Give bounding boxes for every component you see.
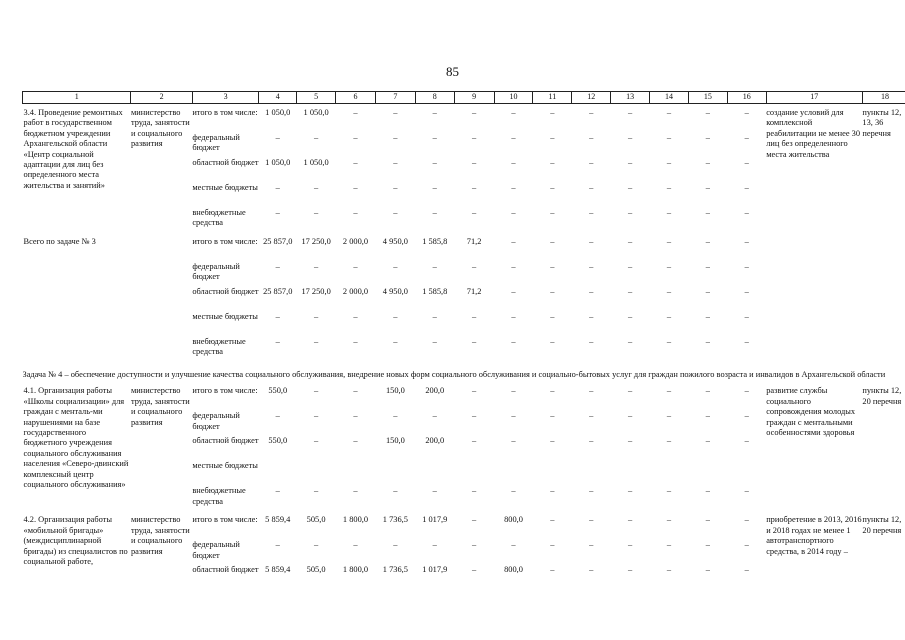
value-cell: – xyxy=(472,540,477,550)
value-cell: 4 950,0 xyxy=(382,287,408,296)
value-cell: – xyxy=(628,183,633,192)
value-cell: – xyxy=(705,237,710,246)
value-cell: – xyxy=(432,312,437,321)
value-cell: – xyxy=(353,262,358,271)
table-row xyxy=(23,108,905,133)
value-cell: – xyxy=(550,108,555,117)
value-cell: – xyxy=(511,540,516,550)
value-cell: – xyxy=(353,386,358,396)
value-cell: – xyxy=(353,312,358,321)
funding-source: внебюджетные средства xyxy=(192,486,246,506)
value-cell: – xyxy=(744,133,749,142)
value-cell: – xyxy=(628,540,633,550)
value-cell: – xyxy=(550,287,555,296)
value-cell: – xyxy=(628,515,633,525)
value-cell: – xyxy=(705,208,710,217)
value-cell: – xyxy=(550,133,555,142)
value-cell: – xyxy=(744,337,749,346)
value-cell: – xyxy=(589,312,594,321)
value-cell: – xyxy=(705,133,710,142)
value-cell: – xyxy=(511,262,516,271)
activity-name: 4.2. Организация работы «мобильной бригады» (междисциплинарной бригады) из специалистов по социальной работе, xyxy=(23,515,128,567)
value-cell: – xyxy=(589,337,594,346)
value-cell: – xyxy=(705,486,710,496)
value-cell: 71,2 xyxy=(466,287,482,296)
value-cell: 1 736,5 xyxy=(382,515,408,525)
value-cell: – xyxy=(589,237,594,246)
value-cell xyxy=(454,461,494,486)
value-cell: – xyxy=(628,287,633,296)
value-cell: – xyxy=(550,158,555,167)
value-cell: 505,0 xyxy=(306,565,326,575)
value-cell: – xyxy=(472,208,477,217)
value-cell: – xyxy=(744,540,749,550)
value-cell: – xyxy=(393,486,398,496)
value-cell: – xyxy=(589,436,594,446)
value-cell: – xyxy=(472,262,477,271)
value-cell: – xyxy=(705,515,710,525)
value-cell: – xyxy=(472,183,477,192)
list-items: пункты 12, 20 перечня xyxy=(862,515,902,535)
value-cell: – xyxy=(353,486,358,496)
expected-result: создание условий для комплексной реабилитации не менее 30 лиц без определенного места жительства xyxy=(766,108,861,159)
value-cell: – xyxy=(628,565,633,575)
task-4-heading: Задача № 4 – обеспечение доступности и улучшение качества социального обслуживания, внедрение новых форм социального обслуживания и социально-бытовых услуг для граждан пожилого возраста и инвалидов в Архангельской области xyxy=(22,370,886,379)
executor xyxy=(131,237,192,362)
value-cell: – xyxy=(589,158,594,167)
value-cell: – xyxy=(666,486,672,496)
value-cell: – xyxy=(511,208,516,217)
value-cell: – xyxy=(666,183,672,192)
value-cell: 1 017,9 xyxy=(422,515,448,525)
value-cell: – xyxy=(511,386,516,396)
value-cell: 1 800,0 xyxy=(342,565,369,575)
value-cell: 150,0 xyxy=(385,436,405,446)
value-cell: – xyxy=(472,436,477,446)
value-cell: – xyxy=(393,158,398,167)
value-cell: 71,2 xyxy=(466,237,482,246)
value-cell: – xyxy=(705,386,710,396)
funding-source: федеральный бюджет xyxy=(192,540,240,560)
funding-source: областной бюджет xyxy=(192,287,259,296)
column-header-1: 1 xyxy=(23,92,131,104)
value-cell: – xyxy=(275,183,280,192)
value-cell: – xyxy=(472,158,477,167)
activity-name: Всего по задаче № 3 xyxy=(23,237,96,246)
column-header-10: 10 xyxy=(494,92,533,104)
value-cell: – xyxy=(432,337,437,346)
funding-source: внебюджетные средства xyxy=(192,337,246,357)
value-cell: – xyxy=(550,411,555,421)
value-cell: 550,0 xyxy=(268,386,288,396)
column-header-16: 16 xyxy=(727,92,766,104)
value-cell: – xyxy=(550,312,555,321)
value-cell: – xyxy=(275,337,280,346)
value-cell: – xyxy=(511,411,516,421)
value-cell: – xyxy=(628,133,633,142)
value-cell: – xyxy=(472,515,477,525)
value-cell: – xyxy=(472,312,477,321)
value-cell: – xyxy=(705,337,710,346)
value-cell: – xyxy=(705,312,710,321)
value-cell: – xyxy=(353,411,358,421)
value-cell: – xyxy=(589,262,594,271)
value-cell xyxy=(572,461,611,486)
value-cell: – xyxy=(744,208,749,217)
value-cell xyxy=(533,461,572,486)
value-cell: – xyxy=(353,183,358,192)
value-cell: – xyxy=(393,411,398,421)
value-cell: – xyxy=(666,312,672,321)
column-header-12: 12 xyxy=(572,92,611,104)
value-cell: – xyxy=(628,386,633,396)
value-cell: – xyxy=(353,337,358,346)
value-cell: 150,0 xyxy=(385,386,405,396)
value-cell: – xyxy=(628,208,633,217)
value-cell: – xyxy=(666,540,672,550)
column-header-7: 7 xyxy=(375,92,415,104)
value-cell: – xyxy=(314,183,319,192)
value-cell: – xyxy=(432,158,437,167)
value-cell: – xyxy=(472,337,477,346)
value-cell: – xyxy=(314,411,319,421)
value-cell: – xyxy=(511,312,516,321)
value-cell: – xyxy=(275,208,280,217)
value-cell: – xyxy=(628,411,633,421)
value-cell: 550,0 xyxy=(268,436,288,446)
funding-source: областной бюджет xyxy=(192,565,259,575)
value-cell: – xyxy=(744,565,749,575)
value-cell: – xyxy=(275,411,280,421)
value-cell: – xyxy=(511,237,516,246)
value-cell: – xyxy=(314,486,319,496)
value-cell: – xyxy=(705,287,710,296)
budget-table xyxy=(22,91,905,590)
value-cell: – xyxy=(589,208,594,217)
value-cell: 200,0 xyxy=(425,386,445,396)
value-cell: 4 950,0 xyxy=(382,237,408,246)
value-cell: – xyxy=(472,486,477,496)
value-cell: – xyxy=(472,565,477,575)
funding-source: местные бюджеты xyxy=(192,183,258,192)
value-cell: – xyxy=(353,108,358,117)
value-cell: – xyxy=(314,436,319,446)
funding-source: внебюджетные средства xyxy=(192,208,246,228)
value-cell: – xyxy=(628,237,633,246)
funding-source: итого в том числе: xyxy=(192,108,258,117)
value-cell: – xyxy=(666,565,672,575)
value-cell: 1 017,9 xyxy=(422,565,448,575)
value-cell: – xyxy=(472,386,477,396)
value-cell: – xyxy=(589,540,594,550)
value-cell: – xyxy=(589,287,594,296)
value-cell: 25 857,0 xyxy=(263,287,293,296)
value-cell: – xyxy=(353,436,358,446)
value-cell: – xyxy=(666,386,672,396)
value-cell xyxy=(297,461,336,486)
value-cell: 5 859,4 xyxy=(265,515,291,525)
value-cell: 800,0 xyxy=(504,515,523,525)
value-cell: – xyxy=(705,436,710,446)
value-cell: – xyxy=(666,262,672,271)
column-header-18: 18 xyxy=(862,92,905,104)
value-cell: – xyxy=(744,287,749,296)
value-cell: 200,0 xyxy=(425,436,445,446)
value-cell: – xyxy=(589,108,594,117)
value-cell: 1 050,0 xyxy=(303,158,329,167)
column-header-3: 3 xyxy=(192,92,259,104)
value-cell: – xyxy=(393,540,398,550)
value-cell: 5 859,4 xyxy=(265,565,291,575)
value-cell xyxy=(375,461,415,486)
value-cell: – xyxy=(705,540,710,550)
value-cell: – xyxy=(705,183,710,192)
funding-source: федеральный бюджет xyxy=(192,411,240,431)
value-cell: – xyxy=(744,312,749,321)
value-cell: – xyxy=(432,540,437,550)
value-cell: – xyxy=(589,565,594,575)
value-cell: – xyxy=(550,565,555,575)
funding-source: областной бюджет xyxy=(192,436,259,446)
value-cell: – xyxy=(744,108,749,117)
executor: министерство труда, занятости и социального развития xyxy=(130,515,190,556)
value-cell: 1 585,8 xyxy=(422,237,448,246)
value-cell: – xyxy=(589,515,594,525)
value-cell: – xyxy=(314,208,319,217)
value-cell: – xyxy=(628,262,633,271)
value-cell xyxy=(688,461,727,486)
value-cell: – xyxy=(744,183,749,192)
value-cell: – xyxy=(275,486,280,496)
value-cell: – xyxy=(511,436,516,446)
value-cell: – xyxy=(353,158,358,167)
activity-name: 3.4. Проведение ремонтных работ в государственном бюджетном учреждении Архангельской области «Центр социальной адаптации для лиц без определенного места жительства и занятий» xyxy=(23,108,123,190)
value-cell: – xyxy=(353,133,358,142)
funding-source: итого в том числе: xyxy=(192,515,258,525)
column-header-15: 15 xyxy=(688,92,727,104)
table-row xyxy=(23,515,905,540)
value-cell: – xyxy=(275,262,280,271)
value-cell: – xyxy=(393,208,398,217)
activity-name: 4.1. Организация работы «Школы социализации» для граждан с менталь-ми нарушениями на базе государственного бюджетного учреждения социального обслуживания населения «Северо-двинский комплексный центр социального обслуживания» xyxy=(23,386,129,490)
list-items: пункты 12, 20 перечня xyxy=(862,386,902,406)
expected-result: развитие службы социального сопровождения молодых граждан с ментальными особенностями здоровья xyxy=(766,386,856,438)
value-cell: – xyxy=(275,133,280,142)
value-cell: – xyxy=(550,436,555,446)
funding-source: местные бюджеты xyxy=(192,312,258,321)
column-header-8: 8 xyxy=(415,92,454,104)
value-cell xyxy=(494,461,533,486)
value-cell: – xyxy=(432,486,437,496)
value-cell: – xyxy=(744,262,749,271)
value-cell: – xyxy=(432,108,437,117)
value-cell: – xyxy=(666,237,672,246)
value-cell: 1 050,0 xyxy=(265,108,291,117)
value-cell: – xyxy=(666,287,672,296)
value-cell: – xyxy=(511,337,516,346)
value-cell: – xyxy=(353,208,358,217)
table-row xyxy=(23,237,905,262)
value-cell: 1 050,0 xyxy=(303,108,329,117)
value-cell: – xyxy=(550,337,555,346)
value-cell: 1 800,0 xyxy=(342,515,369,525)
funding-source: местные бюджеты xyxy=(192,461,258,471)
value-cell: – xyxy=(314,540,319,550)
value-cell: – xyxy=(589,183,594,192)
value-cell: – xyxy=(432,183,437,192)
value-cell xyxy=(611,461,650,486)
value-cell: 505,0 xyxy=(306,515,326,525)
value-cell: – xyxy=(550,386,555,396)
value-cell: – xyxy=(432,262,437,271)
value-cell: – xyxy=(550,183,555,192)
value-cell: – xyxy=(666,337,672,346)
value-cell: – xyxy=(744,237,749,246)
column-header-5: 5 xyxy=(297,92,336,104)
value-cell: – xyxy=(432,208,437,217)
value-cell: – xyxy=(550,515,555,525)
value-cell: – xyxy=(666,108,672,117)
value-cell: – xyxy=(550,208,555,217)
value-cell: – xyxy=(744,411,749,421)
value-cell: – xyxy=(666,208,672,217)
column-header-14: 14 xyxy=(650,92,689,104)
funding-source: федеральный бюджет xyxy=(192,262,240,282)
value-cell: – xyxy=(275,540,280,550)
value-cell: 1 736,5 xyxy=(382,565,408,575)
value-cell: – xyxy=(744,436,749,446)
column-header-11: 11 xyxy=(533,92,572,104)
value-cell: – xyxy=(511,133,516,142)
value-cell: – xyxy=(393,108,398,117)
value-cell: 17 250,0 xyxy=(301,287,331,296)
funding-source: федеральный бюджет xyxy=(192,133,240,153)
value-cell: – xyxy=(666,515,672,525)
funding-source: итого в том числе: xyxy=(192,386,258,396)
value-cell: – xyxy=(628,486,633,496)
value-cell: – xyxy=(550,486,555,496)
task-row xyxy=(23,362,905,386)
list-items: пункты 12, 13, 36 перечня xyxy=(862,108,902,138)
value-cell: – xyxy=(589,486,594,496)
value-cell: – xyxy=(628,312,633,321)
executor: министерство труда, занятости и социального развития xyxy=(130,386,190,427)
value-cell: – xyxy=(550,540,555,550)
value-cell: – xyxy=(589,133,594,142)
value-cell xyxy=(650,461,689,486)
value-cell: – xyxy=(628,337,633,346)
value-cell: – xyxy=(472,133,477,142)
value-cell: – xyxy=(705,411,710,421)
value-cell: – xyxy=(705,565,710,575)
value-cell: – xyxy=(472,108,477,117)
value-cell: – xyxy=(589,411,594,421)
expected-result xyxy=(766,237,862,362)
value-cell: – xyxy=(705,262,710,271)
value-cell: – xyxy=(628,108,633,117)
value-cell xyxy=(727,461,766,486)
column-header-6: 6 xyxy=(336,92,376,104)
value-cell: – xyxy=(511,287,516,296)
funding-source: итого в том числе: xyxy=(192,237,258,246)
value-cell: – xyxy=(550,237,555,246)
value-cell: – xyxy=(628,158,633,167)
value-cell: – xyxy=(393,183,398,192)
value-cell: – xyxy=(393,337,398,346)
value-cell: – xyxy=(666,158,672,167)
value-cell: 1 585,8 xyxy=(422,287,448,296)
value-cell: – xyxy=(628,436,633,446)
value-cell: – xyxy=(314,337,319,346)
value-cell: 2 000,0 xyxy=(342,237,369,246)
value-cell: – xyxy=(472,411,477,421)
value-cell: 2 000,0 xyxy=(342,287,369,296)
value-cell: – xyxy=(666,411,672,421)
value-cell: – xyxy=(275,312,280,321)
value-cell: – xyxy=(353,540,358,550)
value-cell: – xyxy=(744,158,749,167)
value-cell: 17 250,0 xyxy=(301,237,331,246)
value-cell: – xyxy=(744,515,749,525)
value-cell: – xyxy=(432,411,437,421)
value-cell xyxy=(259,461,297,486)
value-cell: 800,0 xyxy=(504,565,523,575)
value-cell: – xyxy=(705,158,710,167)
value-cell: – xyxy=(314,312,319,321)
expected-result: приобретение в 2013, 2016 и 2018 годах не менее 1 автотранспортного средства, в 2014 году – xyxy=(766,515,862,556)
value-cell: – xyxy=(511,183,516,192)
column-header-17: 17 xyxy=(766,92,862,104)
value-cell: 1 050,0 xyxy=(265,158,291,167)
value-cell xyxy=(336,461,376,486)
value-cell: 25 857,0 xyxy=(263,237,293,246)
page-number: 85 xyxy=(446,64,459,79)
value-cell: – xyxy=(744,386,749,396)
value-cell: – xyxy=(393,133,398,142)
value-cell: – xyxy=(432,133,437,142)
header-row xyxy=(23,92,905,104)
value-cell: – xyxy=(511,108,516,117)
value-cell: – xyxy=(314,133,319,142)
value-cell: – xyxy=(589,386,594,396)
value-cell: – xyxy=(393,262,398,271)
value-cell: – xyxy=(666,133,672,142)
table-row xyxy=(23,386,905,411)
value-cell xyxy=(415,461,454,486)
column-header-13: 13 xyxy=(611,92,650,104)
value-cell: – xyxy=(314,386,319,396)
value-cell: – xyxy=(744,486,749,496)
value-cell: – xyxy=(511,158,516,167)
value-cell: – xyxy=(511,486,516,496)
list-items xyxy=(862,237,905,362)
value-cell: – xyxy=(666,436,672,446)
column-header-4: 4 xyxy=(259,92,297,104)
executor: министерство труда, занятости и социального развития xyxy=(130,108,190,149)
value-cell: – xyxy=(393,312,398,321)
column-header-2: 2 xyxy=(131,92,192,104)
value-cell: – xyxy=(314,262,319,271)
value-cell: – xyxy=(550,262,555,271)
value-cell: – xyxy=(705,108,710,117)
funding-source: областной бюджет xyxy=(192,158,259,167)
column-header-9: 9 xyxy=(454,92,494,104)
